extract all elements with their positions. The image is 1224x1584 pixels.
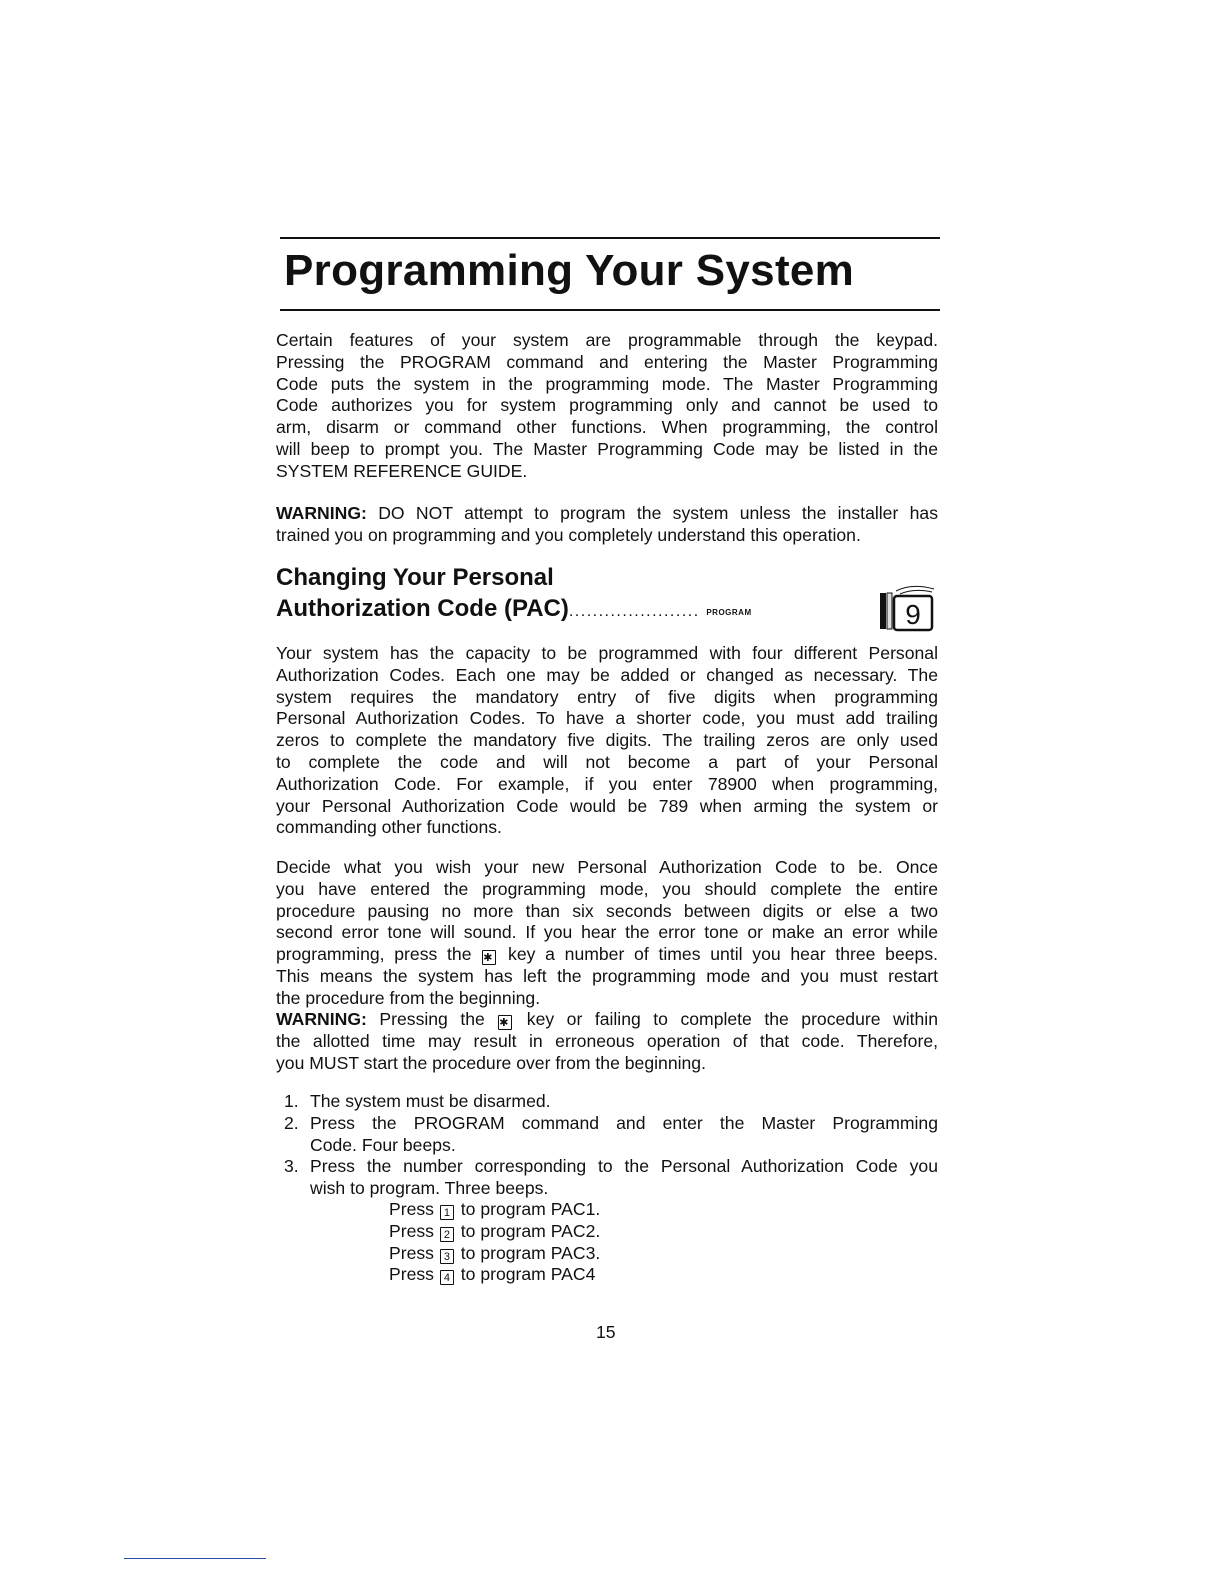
intro-line: Pressing the PROGRAM command and entering the Master Programming bbox=[276, 351, 938, 372]
decide-line: the procedure from the beginning. bbox=[276, 987, 541, 1008]
decide-line: Decide what you wish your new Personal Authorization Code to be. Once bbox=[276, 857, 938, 877]
star-key-icon: ✱ bbox=[498, 1015, 512, 1030]
intro-line: will beep to prompt you. The Master Programming Code may be listed in the bbox=[276, 438, 938, 459]
intro-line: arm, disarm or command other functions. When programming, the control bbox=[276, 417, 938, 438]
press-text: to program PAC4 bbox=[460, 1264, 596, 1285]
press-item bbox=[389, 1243, 600, 1265]
warning-text: Pressing the bbox=[379, 1009, 485, 1029]
decide-line: This means the system has left the programming mode and you must restart bbox=[276, 965, 938, 986]
section-heading-line2: Authorization Code (PAC) bbox=[276, 595, 569, 622]
digit-key-icon: 1 bbox=[440, 1205, 454, 1220]
pac-line: commanding other functions. bbox=[276, 817, 502, 838]
warning-text: key or failing to complete the procedure within bbox=[526, 1009, 938, 1029]
press-item bbox=[389, 1264, 600, 1286]
intro-line: SYSTEM REFERENCE GUIDE. bbox=[276, 460, 528, 481]
pac-line: Authorization Code. For example, if you enter 78900 when programming, bbox=[276, 773, 938, 794]
step-item bbox=[284, 1091, 938, 1113]
press-item bbox=[389, 1221, 600, 1243]
pac-line: to complete the code and will not become a part of your Personal bbox=[276, 751, 938, 772]
decide-line: you have entered the programming mode, you should complete the entire bbox=[276, 878, 938, 899]
title-bottom-rule bbox=[280, 309, 940, 311]
digit-key-icon: 3 bbox=[440, 1249, 454, 1264]
intro-line: Code authorizes you for system programming only and cannot be used to bbox=[276, 395, 938, 416]
step-item bbox=[284, 1113, 938, 1157]
warning-label: WARNING: bbox=[276, 1009, 367, 1029]
step-number: 1. bbox=[284, 1091, 299, 1111]
dot-leader: ...................... bbox=[568, 603, 700, 620]
press-label: Press bbox=[389, 1264, 434, 1285]
pac-line: your Personal Authorization Code would be 789 when arming the system or bbox=[276, 795, 938, 816]
pac-paragraph bbox=[276, 643, 938, 839]
footer-rule bbox=[124, 1558, 266, 1559]
step-text: Press the number corresponding to the Personal Authorization Code you bbox=[310, 1156, 938, 1177]
pac-line: Authorization Codes. Each one may be added or changed as necessary. The bbox=[276, 664, 938, 685]
decide-line: procedure pausing no more than six seconds between digits or else a two bbox=[276, 900, 938, 921]
intro-line: Code puts the system in the programming mode. The Master Programming bbox=[276, 373, 938, 394]
press-label: Press bbox=[389, 1220, 434, 1241]
press-text: to program PAC2. bbox=[460, 1220, 601, 1241]
step-number: 3. bbox=[284, 1156, 299, 1177]
section-heading-line1: Changing Your Personal bbox=[276, 564, 554, 591]
pac-line: Your system has the capacity to be programmed with four different Personal bbox=[276, 643, 938, 663]
pac-line: system requires the mandatory entry of five digits when programming bbox=[276, 686, 938, 707]
warning-paragraph-2 bbox=[276, 1009, 938, 1074]
page-title: Programming Your System bbox=[284, 246, 855, 295]
step-number: 2. bbox=[284, 1112, 299, 1133]
section-heading bbox=[276, 562, 876, 628]
step-text: wish to program. Three beeps. bbox=[310, 1178, 549, 1199]
warning-text: the allotted time may result in erroneous operation of that code. Therefore, bbox=[276, 1030, 938, 1051]
digit-key-icon: 4 bbox=[440, 1270, 454, 1285]
press-text: to program PAC1. bbox=[460, 1199, 601, 1219]
press-item bbox=[389, 1199, 600, 1221]
decide-line: second error tone will sound. If you hear the error tone or make an error while bbox=[276, 922, 938, 943]
warning-paragraph-1 bbox=[276, 503, 938, 547]
step-text: The system must be disarmed. bbox=[310, 1091, 551, 1111]
intro-paragraph bbox=[276, 330, 938, 483]
step-text: Code. Four beeps. bbox=[310, 1134, 456, 1155]
press-text: to program PAC3. bbox=[460, 1242, 601, 1263]
program-key-icon bbox=[876, 583, 936, 633]
press-label: Press bbox=[389, 1242, 434, 1263]
pac-line: zeros to complete the mandatory five digits. The trailing zeros are only used bbox=[276, 730, 938, 751]
digit-key-icon: 2 bbox=[440, 1227, 454, 1242]
pac-line: Personal Authorization Codes. To have a shorter code, you must add trailing bbox=[276, 708, 938, 729]
press-list bbox=[389, 1199, 600, 1286]
decide-line: programming, press the bbox=[276, 944, 472, 965]
title-top-rule bbox=[280, 237, 940, 239]
decide-paragraph bbox=[276, 857, 938, 1010]
decide-line: key a number of times until you hear three beeps. bbox=[508, 944, 939, 965]
step-item bbox=[284, 1156, 938, 1200]
steps-list bbox=[284, 1091, 938, 1200]
warning-label: WARNING: bbox=[276, 503, 367, 523]
star-key-icon: ✱ bbox=[482, 950, 496, 965]
program-label: PROGRAM bbox=[706, 608, 752, 617]
page-number: 15 bbox=[596, 1322, 616, 1342]
program-key-digit: 9 bbox=[905, 599, 921, 630]
warning-text: DO NOT attempt to program the system unless the installer has bbox=[378, 503, 938, 523]
step-text: Press the PROGRAM command and enter the Master Programming bbox=[310, 1112, 938, 1133]
intro-line: Certain features of your system are programmable through the keypad. bbox=[276, 330, 938, 350]
press-label: Press bbox=[389, 1199, 434, 1219]
warning-text: trained you on programming and you completely understand this operation. bbox=[276, 524, 861, 545]
warning-text: you MUST start the procedure over from the beginning. bbox=[276, 1052, 706, 1073]
